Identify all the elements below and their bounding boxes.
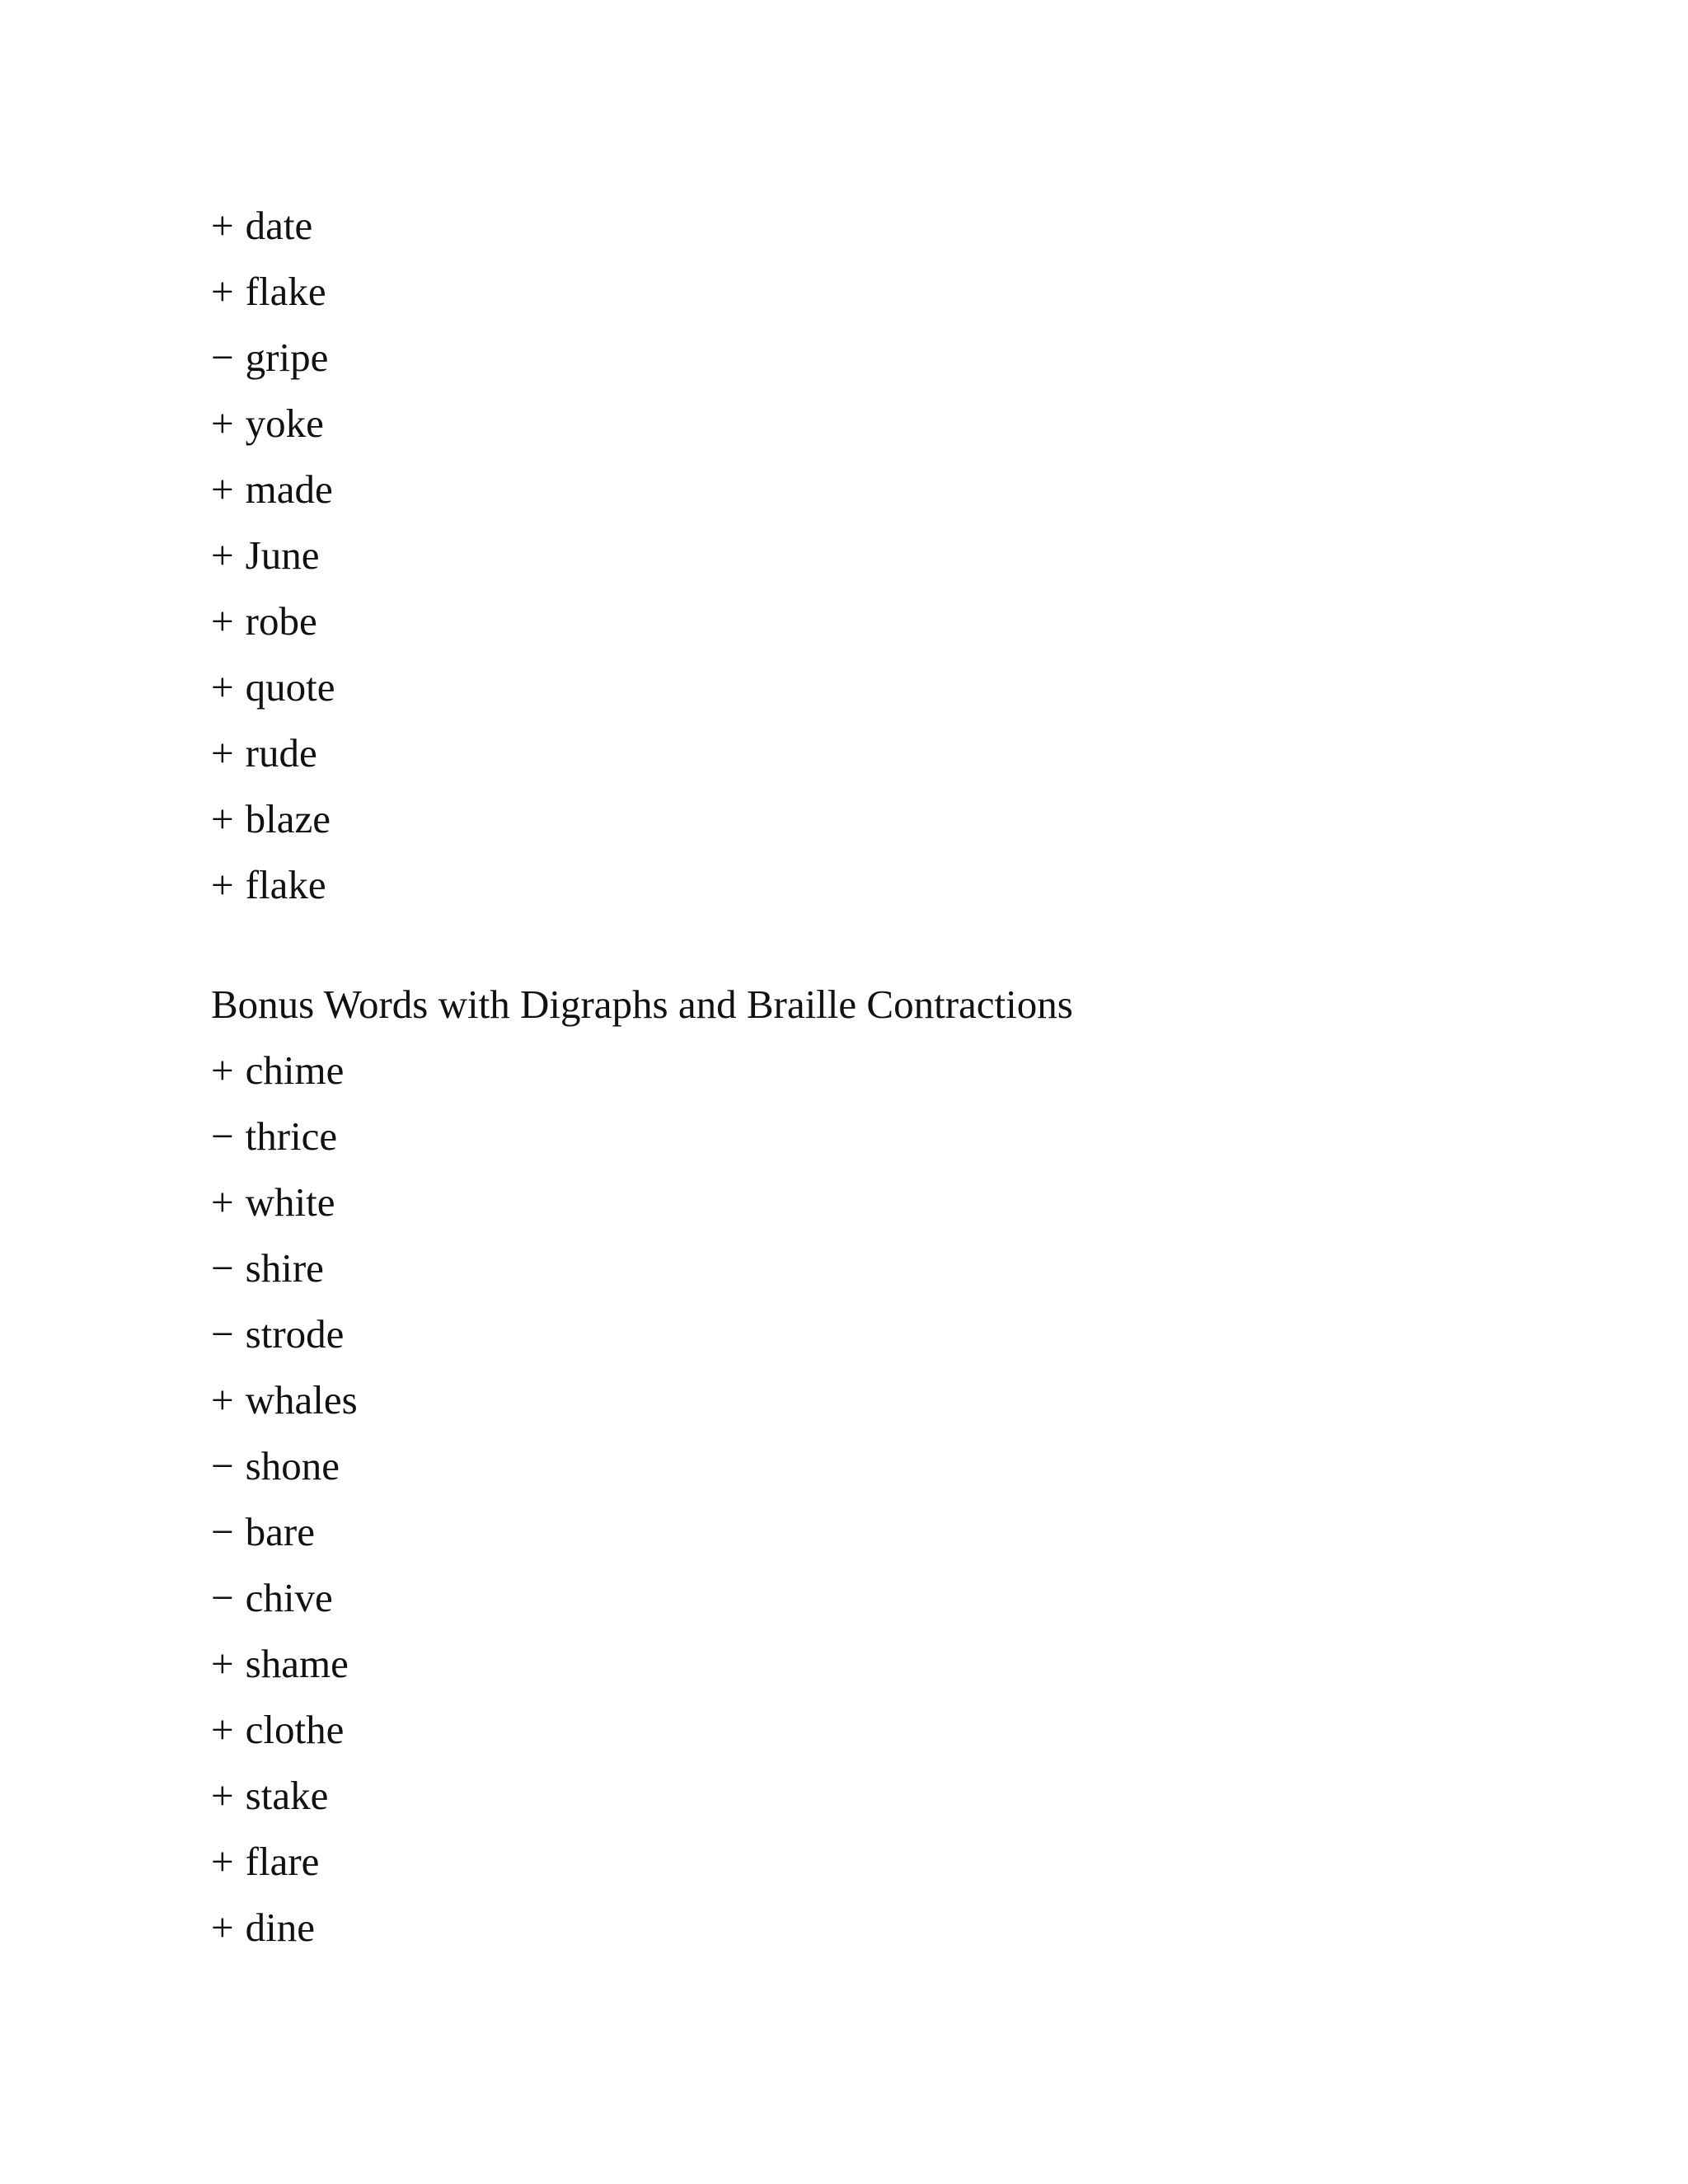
- word-text: flake: [245, 862, 326, 907]
- sign-marker: +: [211, 466, 234, 512]
- word-text: quote: [245, 664, 335, 710]
- word-text: strode: [245, 1311, 345, 1357]
- sign-marker: +: [211, 1047, 234, 1093]
- word-text: flare: [245, 1839, 320, 1884]
- sign-marker: +: [211, 203, 234, 248]
- sign-marker: −: [211, 1509, 234, 1554]
- sign-marker: −: [211, 335, 234, 380]
- list-item: [211, 1104, 1530, 1169]
- word-text: date: [245, 203, 313, 248]
- word-text: yoke: [245, 401, 324, 446]
- sign-marker: +: [211, 269, 234, 314]
- word-text: chime: [245, 1047, 345, 1093]
- list-item: [211, 786, 1530, 852]
- word-text: shame: [245, 1641, 349, 1686]
- list-item: [211, 1499, 1530, 1565]
- list-item: [211, 1367, 1530, 1433]
- list-item: [211, 1038, 1530, 1104]
- list-item: [211, 1235, 1530, 1301]
- word-text: dine: [245, 1905, 316, 1950]
- sign-marker: +: [211, 1377, 234, 1422]
- word-text: shone: [245, 1443, 340, 1488]
- word-text: shire: [245, 1245, 324, 1291]
- list-item: [211, 325, 1530, 391]
- list-item: [211, 1895, 1530, 1961]
- list-item: [211, 1169, 1530, 1235]
- sign-marker: +: [211, 664, 234, 710]
- word-text: blaze: [245, 796, 331, 841]
- word-text: bare: [245, 1509, 315, 1554]
- list-item: [211, 1763, 1530, 1829]
- sign-marker: +: [211, 862, 234, 907]
- list-item: [211, 1301, 1530, 1367]
- list-item: [211, 259, 1530, 325]
- list-item: [211, 852, 1530, 918]
- word-list-main: [211, 193, 1530, 918]
- list-item: [211, 654, 1530, 720]
- sign-marker: +: [211, 1707, 234, 1752]
- sign-marker: +: [211, 1839, 234, 1884]
- word-text: chive: [245, 1575, 333, 1620]
- list-item: [211, 1829, 1530, 1895]
- sign-marker: −: [211, 1113, 234, 1159]
- list-item: [211, 193, 1530, 259]
- sign-marker: +: [211, 1773, 234, 1818]
- word-text: thrice: [245, 1113, 338, 1159]
- word-text: stake: [245, 1773, 329, 1818]
- bonus-section-title: Bonus Words with Digraphs and Braille Contractions: [211, 982, 1073, 1027]
- word-text: June: [245, 532, 320, 578]
- list-item: [211, 391, 1530, 457]
- word-text: white: [245, 1179, 335, 1225]
- list-item: [211, 588, 1530, 654]
- list-item: [211, 1565, 1530, 1631]
- sign-marker: −: [211, 1575, 234, 1620]
- word-text: gripe: [245, 335, 329, 380]
- sign-marker: −: [211, 1443, 234, 1488]
- sign-marker: +: [211, 401, 234, 446]
- word-text: made: [245, 466, 333, 512]
- list-item: [211, 1433, 1530, 1499]
- word-text: rude: [245, 730, 317, 776]
- sign-marker: +: [211, 1641, 234, 1686]
- sign-marker: −: [211, 1311, 234, 1357]
- sign-marker: +: [211, 730, 234, 776]
- word-list-bonus: [211, 1038, 1530, 1961]
- word-text: clothe: [245, 1707, 345, 1752]
- document-content: [211, 193, 1530, 1961]
- word-text: flake: [245, 269, 326, 314]
- list-item: [211, 457, 1530, 523]
- sign-marker: +: [211, 598, 234, 644]
- sign-marker: +: [211, 532, 234, 578]
- word-text: whales: [245, 1377, 358, 1422]
- sign-marker: −: [211, 1245, 234, 1291]
- sign-marker: +: [211, 1179, 234, 1225]
- sign-marker: +: [211, 796, 234, 841]
- list-item: [211, 1631, 1530, 1697]
- word-text: robe: [245, 598, 317, 644]
- sign-marker: +: [211, 1905, 234, 1950]
- list-item: [211, 720, 1530, 786]
- list-item: [211, 523, 1530, 588]
- list-item: [211, 1697, 1530, 1763]
